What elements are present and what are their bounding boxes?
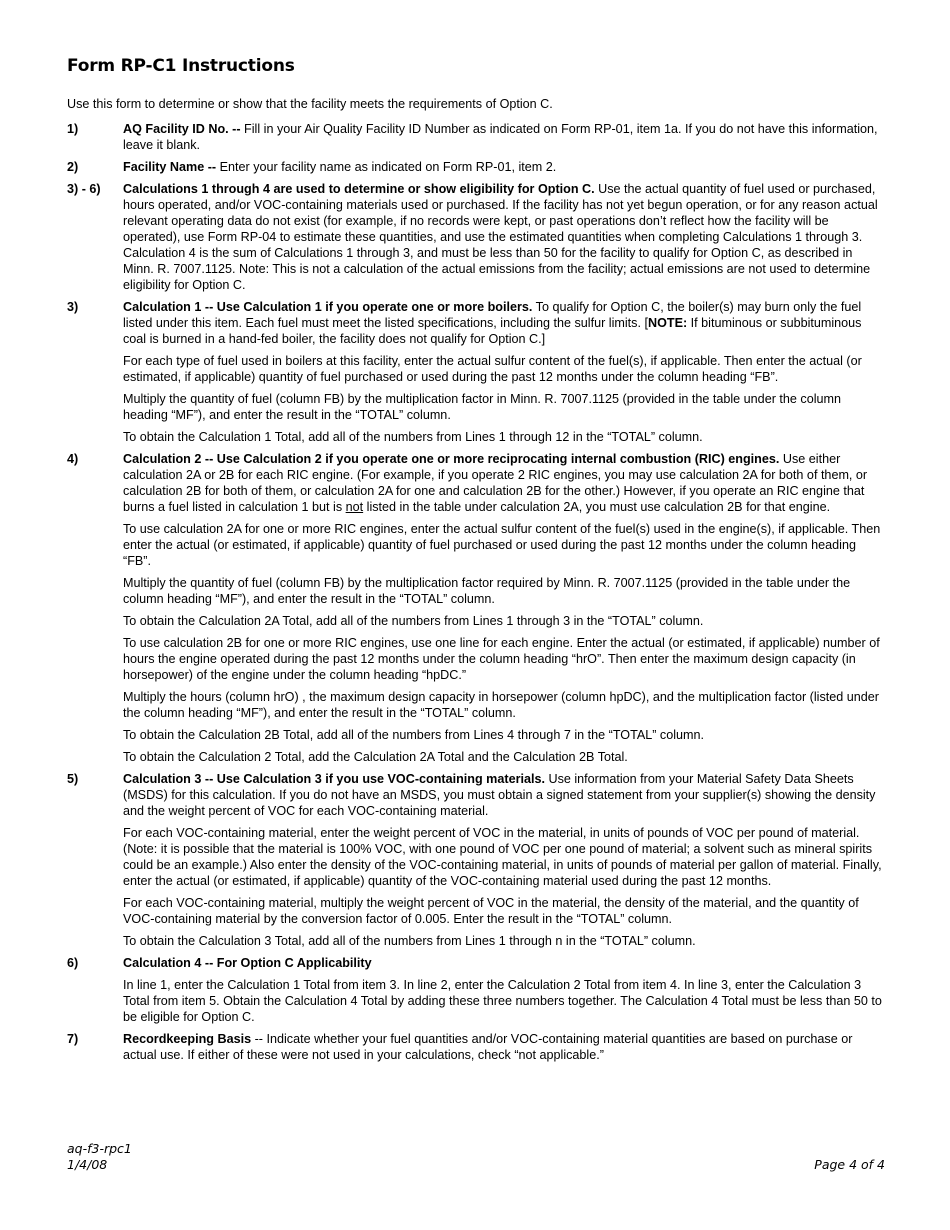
- item-number: 2): [67, 160, 79, 174]
- note-label: NOTE:: [647, 316, 688, 330]
- item-text: -- Indicate whether your fuel quantities and/or VOC-containing material quantities are based on purchase or actual use. If either of these were not used in your calculations, check “not applicable.”: [123, 1032, 853, 1062]
- item-text: Use either calculation 2A or 2B for each RIC engine. (For example, if you operate 2 RIC engines, you may use calculation 2A for both of them, or calculation 2B for both of them, or calculation 2A for one and calculation 2B for the other.) However, if you operate an RIC engine that burns a fuel listed in calculation 1 but is: [123, 452, 868, 514]
- page-number: Page 4 of 4: [814, 1157, 885, 1172]
- item-2: [67, 159, 885, 175]
- item-heading: AQ Facility ID No. --: [123, 122, 241, 136]
- item-paragraph: To obtain the Calculation 2 Total, add the Calculation 2A Total and the Calculation 2B Total.: [123, 750, 628, 764]
- item-text: Enter your facility name as indicated on Form RP-01, item 2.: [216, 160, 557, 174]
- item-paragraph: For each VOC-containing material, enter the weight percent of VOC in the material, in units of pounds of VOC per pound of material. (Note: it is possible that the material is 100% VOC, with one pound of VOC per one pound of material; a solvent such as mineral spirits could be an example.) Also enter the density of the VOC-containing material, in units of pounds of material per gallon of material. Finally, enter the actual (or estimated, if applicable) quantity of the VOC-containing material used during the past 12 months.: [123, 826, 882, 888]
- item-number: 1): [67, 122, 79, 136]
- item-paragraph: To obtain the Calculation 2B Total, add all of the numbers from Lines 4 through 7 in the “TOTAL” column.: [123, 728, 705, 742]
- item-number: 3) - 6): [67, 182, 101, 196]
- item-number: 3): [67, 300, 79, 314]
- item-text: Use information from your Material Safety Data Sheets (MSDS) for this calculation. If you do not have an MSDS, you must obtain a signed statement from your supplier(s) showing the density and the weight percent of VOC for each VOC-containing material.: [123, 772, 876, 818]
- page-footer: [67, 1141, 885, 1173]
- item-heading: Calculations 1 through 4 are used to determine or show eligibility for Option C.: [123, 182, 595, 196]
- item-7: [67, 1031, 885, 1063]
- item-number: 5): [67, 772, 79, 786]
- item-heading: Calculation 1 -- Use Calculation 1 if you operate one or more boilers.: [123, 300, 533, 314]
- item-6: [67, 955, 885, 1025]
- item-1: [67, 121, 885, 153]
- item-heading: Facility Name --: [123, 160, 217, 174]
- item-text: Use the actual quantity of fuel used or purchased, hours operated, and/or VOC-containing materials used or purchased. If the facility has not yet begun operation, or for any reason actual relevant operating data do not exist (for example, if no records were kept, or past operations don’t reflect how the facility will be operated), use Form RP-04 to estimate these quantities, and use the estimated quantities when completing Calculations 1 through 3. Calculation 4 is the sum of Calculations 1 through 3, and must be less than 50 for the facility to qualify for Option C, as described in Minn. R. 7007.1125. Note: This is not a calculation of the actual emissions from the facility; actual emissions are not used to determine eligibility for Option C.: [123, 182, 878, 292]
- item-paragraph: To obtain the Calculation 3 Total, add all of the numbers from Lines 1 through n in the “TOTAL” column.: [123, 934, 696, 948]
- item-heading: Recordkeeping Basis: [123, 1032, 252, 1046]
- instructions-page: [67, 56, 885, 1069]
- item-paragraph: To obtain the Calculation 2A Total, add all of the numbers from Lines 1 through 3 in the “TOTAL” column.: [123, 614, 704, 628]
- item-text: To qualify for Option C, the boiler(s) may burn only the fuel listed under this item. Each fuel must meet the listed specifications, including the sulfur limits. [: [123, 300, 862, 330]
- item-text: If bituminous or subbituminous coal is burned in a hand-fed boiler, the facility does not qualify for Option C.]: [123, 316, 862, 346]
- item-heading: Calculation 2 -- Use Calculation 2 if you operate one or more reciprocating internal combustion (RIC) engines.: [123, 452, 780, 466]
- item-number: 6): [67, 956, 79, 970]
- item-paragraph: To use calculation 2A for one or more RIC engines, enter the actual sulfur content of the fuel(s) used in the engine(s), if applicable. Then enter the actual (or estimated, if applicable) quantity of fuel purchased or used during the past 12 months under the column heading “FB”.: [123, 522, 881, 568]
- form-code: aq-f3-rpc1: [67, 1141, 132, 1156]
- underlined-word: not: [345, 500, 364, 514]
- item-3-6: [67, 181, 885, 293]
- item-paragraph: Multiply the quantity of fuel (column FB) by the multiplication factor in Minn. R. 7007.1125 (provided in the table under the column heading “MF”), and enter the result in the “TOTAL” column.: [123, 392, 841, 422]
- item-paragraph: Multiply the quantity of fuel (column FB) by the multiplication factor required by Minn. R. 7007.1125 (provided in the table under the column heading “MF”), and enter the result in the “TOTAL” column.: [123, 576, 851, 606]
- intro-text: Use this form to determine or show that the facility meets the requirements of Option C.: [67, 97, 553, 111]
- item-paragraph: To obtain the Calculation 1 Total, add all of the numbers from Lines 1 through 12 in the “TOTAL” column.: [123, 430, 703, 444]
- item-paragraph: For each type of fuel used in boilers at this facility, enter the actual sulfur content of the fuel(s), if applicable. Then enter the actual (or estimated, if applicable) quantity of fuel purchased or used during the past 12 months under the column heading “FB”.: [123, 354, 862, 384]
- item-4: [67, 451, 885, 765]
- item-text: Fill in your Air Quality Facility ID Number as indicated on Form RP-01, item 1a. If you do not have this information, leave it blank.: [123, 122, 878, 152]
- form-date: 1/4/08: [67, 1157, 108, 1172]
- item-heading: Calculation 3 -- Use Calculation 3 if you use VOC-containing materials.: [123, 772, 545, 786]
- item-paragraph: Multiply the hours (column hrO) , the maximum design capacity in horsepower (column hpDC), and the multiplication factor (listed under the column heading “MF”), and enter the result in the “TOTAL” column.: [123, 690, 879, 720]
- item-paragraph: In line 1, enter the Calculation 1 Total from item 3. In line 2, enter the Calculation 2 Total from item 4. In line 3, enter the Calculation 3 Total from item 5. Obtain the Calculation 4 Total by adding these three numbers together. The Calculation 4 Total must be less than 50 to be eligible for Option C.: [123, 978, 882, 1024]
- page-title: Form RP-C1 Instructions: [67, 56, 295, 76]
- item-paragraph: For each VOC-containing material, multiply the weight percent of VOC in the material, the density of the material, and the quantity of VOC-containing material by the conversion factor of 0.005. Enter the result in the “TOTAL” column.: [123, 896, 859, 926]
- item-number: 4): [67, 452, 79, 466]
- item-heading: Calculation 4 -- For Option C Applicability: [123, 956, 372, 970]
- item-3: [67, 299, 885, 445]
- item-number: 7): [67, 1032, 79, 1046]
- item-text: listed in the table under calculation 2A, you must use calculation 2B for that engine.: [363, 500, 831, 514]
- item-5: [67, 771, 885, 949]
- item-paragraph: To use calculation 2B for one or more RIC engines, use one line for each engine. Enter the actual (or estimated, if applicable) number of hours the engine operated during the past 12 months under the column heading “hrO”. Then enter the maximum design capacity (in horsepower) of the engine under the column heading “hpDC.”: [123, 636, 880, 682]
